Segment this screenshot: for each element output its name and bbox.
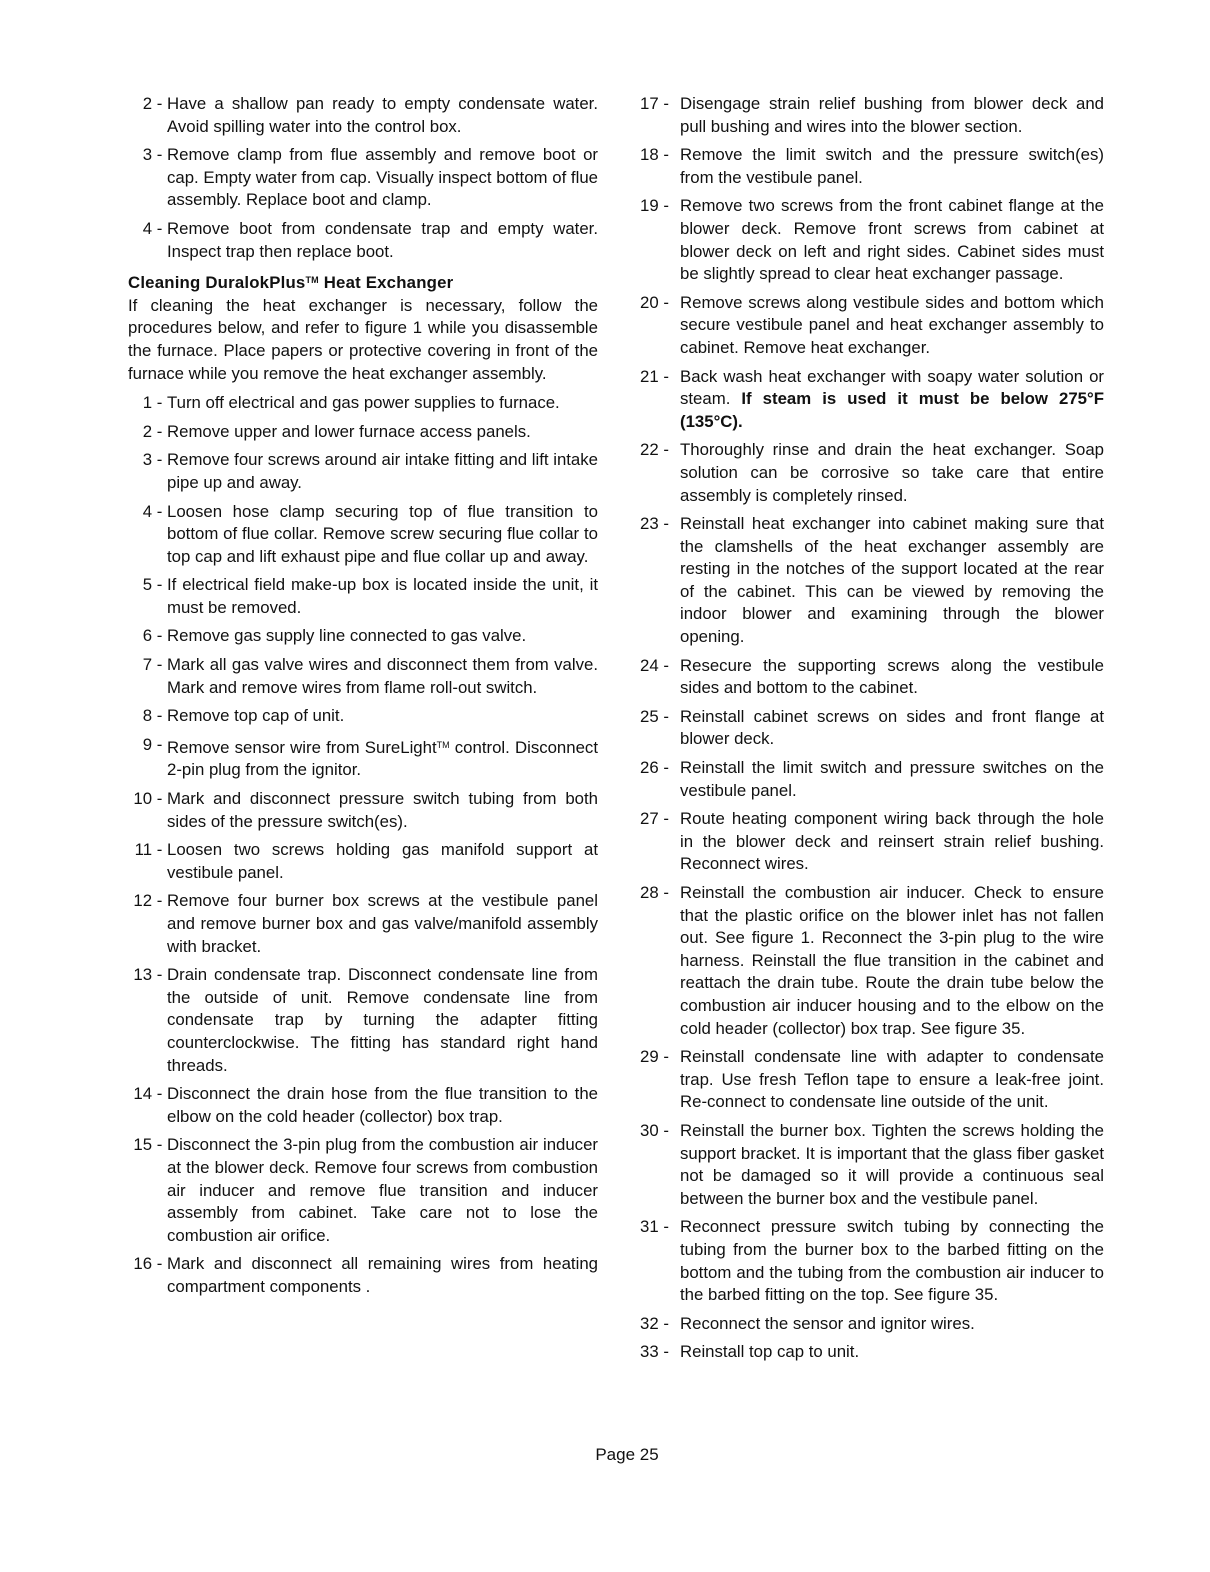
step-number: 1 -: [142, 393, 167, 413]
list-item: [640, 757, 1104, 802]
step-number: 21 -: [640, 366, 674, 386]
step-number: 28 -: [640, 883, 674, 902]
list-item: [640, 513, 1104, 649]
step-text: Remove top cap of unit.: [167, 706, 345, 726]
step-number: 22 -: [640, 440, 674, 460]
step-number: 9 -: [142, 734, 167, 754]
step-text: Reconnect the sensor and ignitor wires.: [680, 1313, 975, 1333]
step-number: 20 -: [640, 292, 674, 312]
step-text: Remove the limit switch and the pressure switch(es) from the vestibule panel.: [680, 145, 1104, 187]
step-number: 4 -: [142, 501, 167, 521]
list-item: [128, 654, 598, 699]
step-number: 4 -: [142, 218, 167, 238]
step-number: 17 -: [640, 94, 674, 113]
list-item: [128, 705, 598, 728]
list-item: [128, 890, 598, 958]
step-text: If electrical field make-up box is located inside the unit, it must be removed.: [167, 575, 598, 617]
list-item: [640, 195, 1104, 285]
step-text: Reinstall cabinet screws on sides and front flange at blower deck.: [680, 706, 1104, 749]
step-number: 10 -: [133, 789, 167, 809]
step-number: 30 -: [640, 1120, 674, 1140]
step-text: Mark all gas valve wires and disconnect them from valve. Mark and remove wires from flame roll-out switch.: [167, 655, 598, 697]
list-item: [128, 788, 598, 833]
step-number: 33 -: [640, 1342, 674, 1362]
step-text: Remove sensor wire from SureLight™ control. Disconnect 2-pin plug from the ignitor.: [167, 737, 598, 780]
list-item: [640, 93, 1104, 138]
step-number: 27 -: [640, 809, 674, 829]
step-number: 15 -: [133, 1135, 167, 1155]
step-number: 16 -: [133, 1254, 167, 1274]
step-text: Reinstall heat exchanger into cabinet making sure that the clamshells of the heat exchanger assembly are resting in the notches of the support located at the rear of the cabinet. This can be viewed by removing the indoor blower and examining through the blower opening.: [680, 514, 1104, 647]
page-number: Page 25: [595, 1445, 659, 1464]
step-number: 24 -: [640, 655, 674, 675]
list-item: [640, 144, 1104, 189]
right-column: [640, 93, 1104, 1370]
step-text: Back wash heat exchanger with soapy water solution or steam. If steam is used it must be below 275°F (135°C).: [680, 366, 1104, 431]
step-text: Remove gas supply line connected to gas valve.: [167, 626, 527, 646]
step-number: 32 -: [640, 1313, 674, 1333]
warning-text: If steam is used it must be below 275°F (135°C).: [680, 389, 1104, 431]
step-text: Disconnect the 3-pin plug from the combustion air inducer at the blower deck. Remove four screws from combustion air inducer and remove flue transition and inducer assembly from cabinet. Take care not to lose the combustion air orifice.: [167, 1135, 598, 1245]
list-item: [128, 449, 598, 494]
step-number: 2 -: [142, 94, 167, 113]
step-text: Reinstall the combustion air inducer. Check to ensure that the plastic orifice on the blower inlet has not fallen out. See figure 1. Reconnect the 3-pin plug to the wire harness. Reinstall the flue transition in the cabinet and reattach the drain tube. Route the drain tube below the combustion air inducer housing and to the elbow on the cold header (collector) box trap. See figure 35.: [680, 883, 1104, 1038]
step-number: 12 -: [133, 891, 167, 911]
trademark-mark: TM: [436, 739, 450, 750]
list-item: [128, 734, 598, 782]
step-number: 13 -: [133, 965, 167, 985]
list-item: [128, 1134, 598, 1247]
step-text: Turn off electrical and gas power supplies to furnace.: [167, 393, 560, 413]
left-column: [128, 93, 598, 1305]
list-item: [128, 625, 598, 648]
step-text: Disconnect the drain hose from the flue transition to the elbow on the cold header (collector) box trap.: [167, 1084, 598, 1126]
list-item: [640, 706, 1104, 751]
list-item: [640, 366, 1104, 434]
step-text: Mark and disconnect pressure switch tubing from both sides of the pressure switch(es).: [167, 789, 598, 831]
step-text: Mark and disconnect all remaining wires from heating compartment components .: [167, 1254, 598, 1296]
list-item: [128, 144, 598, 212]
step-number: 3 -: [142, 145, 167, 165]
section-intro: If cleaning the heat exchanger is necessary, follow the procedures below, and refer to figure 1 while you disassemble the furnace. Place papers or protective covering in front of the furnace while you remove the heat exchanger assembly.: [128, 295, 598, 383]
step-number: 14 -: [133, 1084, 167, 1104]
list-item: [640, 1216, 1104, 1306]
list-item: [128, 1253, 598, 1298]
step-number: 23 -: [640, 514, 674, 534]
step-text: Remove screws along vestibule sides and bottom which secure vestibule panel and heat exchanger assembly to cabinet. Remove heat exchanger.: [680, 292, 1104, 357]
step-text: Route heating component wiring back through the hole in the blower deck and reinsert strain relief bushing. Reconnect wires.: [680, 809, 1104, 874]
list-item: [640, 808, 1104, 876]
step-text: Remove two screws from the front cabinet flange at the blower deck. Remove front screws from cabinet at blower deck on left and right sides. Cabinet sides must be slightly spread to clear heat exchanger passage.: [680, 196, 1104, 284]
step-text: Loosen hose clamp securing top of flue transition to bottom of flue collar. Remove screw securing flue collar to top cap and lift exhaust pipe and flue collar up and away.: [167, 501, 598, 566]
list-item: [640, 439, 1104, 507]
list-item: [128, 501, 598, 569]
step-number: 18 -: [640, 145, 674, 165]
list-item: [128, 392, 598, 415]
step-text: Have a shallow pan ready to empty condensate water. Avoid spilling water into the control box.: [167, 94, 598, 136]
step-text: Disengage strain relief bushing from blower deck and pull bushing and wires into the blower section.: [680, 94, 1104, 136]
step-text: Reinstall condensate line with adapter to condensate trap. Use fresh Teflon tape to ensure a leak-free joint. Re-connect to condensate line outside of the unit.: [680, 1047, 1104, 1112]
step-text: Remove four burner box screws at the vestibule panel and remove burner box and gas valve/manifold assembly with bracket.: [167, 891, 598, 956]
list-item: [128, 574, 598, 619]
list-item: [128, 218, 598, 263]
list-item: [640, 292, 1104, 360]
list-item: [640, 882, 1104, 1040]
trademark-mark: TM: [305, 275, 319, 286]
step-number: 26 -: [640, 758, 674, 778]
list-item: [128, 839, 598, 884]
step-text: Reinstall top cap to unit.: [680, 1342, 860, 1362]
step-text: Remove clamp from flue assembly and remove boot or cap. Empty water from cap. Visually inspect bottom of flue assembly. Replace boot and clamp.: [167, 145, 598, 210]
list-item: [128, 1083, 598, 1128]
step-number: 11 -: [134, 840, 167, 860]
list-item: [640, 1046, 1104, 1114]
step-text: Reinstall the limit switch and pressure switches on the vestibule panel.: [680, 758, 1104, 800]
list-item: [128, 421, 598, 444]
step-number: 29 -: [640, 1047, 674, 1067]
step-text: Reinstall the burner box. Tighten the screws holding the support bracket. It is important that the glass fiber gasket not be damaged so it will provide a continuous seal between the burner box and the vestibule panel.: [680, 1120, 1104, 1208]
step-text: Drain condensate trap. Disconnect condensate line from the outside of unit. Remove condensate line from condensate trap by turning the adapter fitting counterclockwise. The fitting has standard right hand threads.: [167, 965, 598, 1075]
step-text: Reconnect pressure switch tubing by connecting the tubing from the burner box to the barbed fitting on the bottom and the tubing from the combustion air inducer to the barbed fitting on the top. See figure 35.: [680, 1217, 1104, 1305]
list-item: [640, 1341, 1104, 1364]
step-number: 19 -: [640, 196, 674, 216]
section-heading: Cleaning DuralokPlus™ Heat Exchanger: [128, 273, 454, 293]
step-number: 2 -: [142, 421, 167, 441]
step-text: Remove four screws around air intake fitting and lift intake pipe up and away.: [167, 450, 598, 492]
list-item: [128, 964, 598, 1077]
step-text: Resecure the supporting screws along the vestibule sides and bottom to the cabinet.: [680, 655, 1104, 698]
step-text: Remove upper and lower furnace access panels.: [167, 421, 531, 441]
step-text: Loosen two screws holding gas manifold support at vestibule panel.: [167, 840, 598, 882]
step-number: 31 -: [640, 1217, 674, 1237]
step-text: Thoroughly rinse and drain the heat exchanger. Soap solution can be corrosive so take care that entire assembly is completely rinsed.: [680, 440, 1104, 505]
step-number: 25 -: [640, 706, 674, 726]
list-item: [128, 93, 598, 138]
step-number: 3 -: [142, 450, 167, 470]
step-number: 6 -: [142, 626, 167, 646]
list-item: [640, 1313, 1104, 1336]
list-item: [640, 655, 1104, 700]
step-number: 5 -: [142, 575, 167, 595]
step-number: 8 -: [142, 706, 167, 726]
list-item: [640, 1120, 1104, 1210]
step-number: 7 -: [142, 655, 167, 675]
step-text: Remove boot from condensate trap and empty water. Inspect trap then replace boot.: [167, 218, 598, 261]
